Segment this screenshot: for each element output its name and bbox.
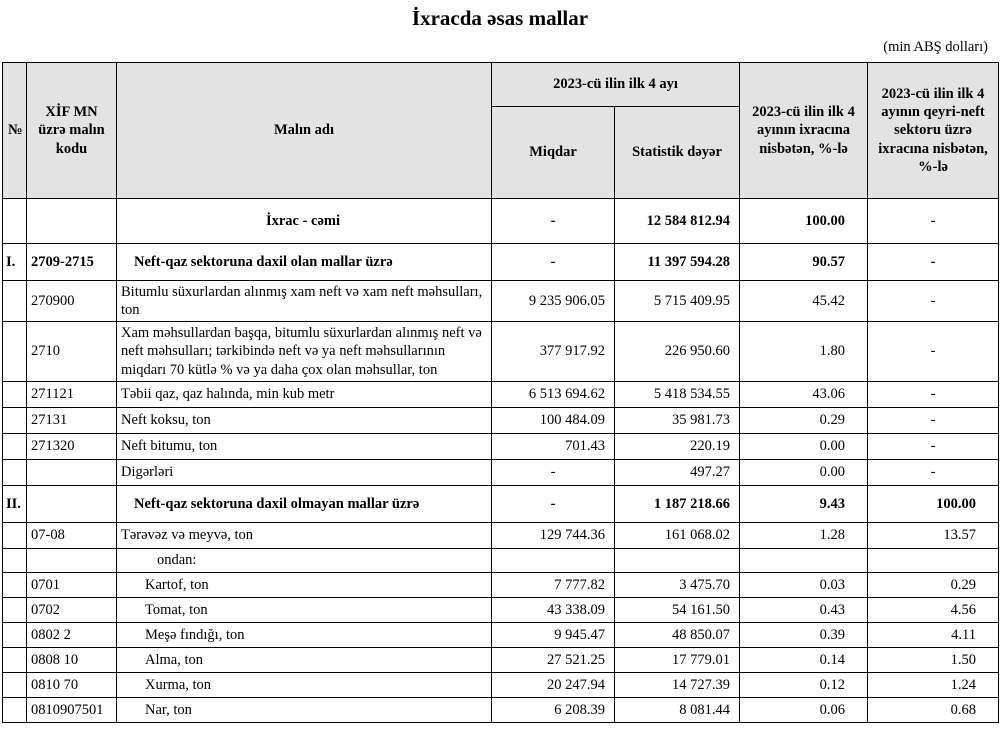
cell-qty: 20 247.94 xyxy=(492,672,615,697)
cell-name: İxrac - cəmi xyxy=(117,199,492,244)
header-no: № xyxy=(3,63,27,199)
exports-table xyxy=(2,62,999,723)
cell-name: Təbii qaz, qaz halında, min kub metr xyxy=(117,381,492,407)
cell-name: Kartof, ton xyxy=(117,572,492,597)
cell-code: 2710 xyxy=(27,322,117,381)
cell-code: 271121 xyxy=(27,381,117,407)
table-row xyxy=(3,281,999,322)
cell-code: 0810 70 xyxy=(27,672,117,697)
page-title: İxracda əsas mallar xyxy=(411,6,589,30)
table-row xyxy=(3,433,999,459)
cell-share: 0.00 xyxy=(740,433,868,459)
table-row xyxy=(3,199,999,244)
cell-code xyxy=(27,548,117,572)
header-period-group: 2023-cü ilin ilk 4 ayı xyxy=(492,63,740,107)
cell-no xyxy=(3,522,27,548)
cell-share-nonoil: - xyxy=(868,433,999,459)
cell-value: 3 475.70 xyxy=(615,572,740,597)
cell-name: Tomat, ton xyxy=(117,597,492,622)
cell-value: 12 584 812.94 xyxy=(615,199,740,244)
table-row xyxy=(3,572,999,597)
table-row xyxy=(3,597,999,622)
cell-share: 1.80 xyxy=(740,322,868,381)
cell-share: 1.28 xyxy=(740,522,868,548)
cell-share: 90.57 xyxy=(740,244,868,281)
cell-share: 0.14 xyxy=(740,647,868,672)
table-row xyxy=(3,485,999,522)
cell-qty xyxy=(492,548,615,572)
cell-code: 0802 2 xyxy=(27,622,117,647)
cell-qty: 701.43 xyxy=(492,433,615,459)
cell-name: Nar, ton xyxy=(117,697,492,722)
cell-name: Xam məhsullardan başqa, bitumlu süxurlardan alınmış neft və neft məhsulları; tərkibində neft və ya neft məhsullarının miqdarı 70 kütlə % və ya daha çox olan məhsullar, ton xyxy=(117,322,492,381)
header-quantity: Miqdar xyxy=(492,107,615,199)
cell-code xyxy=(27,485,117,522)
table-row xyxy=(3,407,999,433)
cell-share: 100.00 xyxy=(740,199,868,244)
cell-share-nonoil: 4.11 xyxy=(868,622,999,647)
unit-note: (min ABŞ dolları) xyxy=(883,39,988,55)
cell-share: 45.42 xyxy=(740,281,868,322)
cell-name: ondan: xyxy=(117,548,492,572)
cell-share: 0.03 xyxy=(740,572,868,597)
table-row xyxy=(3,672,999,697)
cell-share-nonoil: 4.56 xyxy=(868,597,999,622)
table-row xyxy=(3,459,999,485)
cell-code: 27131 xyxy=(27,407,117,433)
cell-code: 2709-2715 xyxy=(27,244,117,281)
cell-value: 220.19 xyxy=(615,433,740,459)
cell-share-nonoil: - xyxy=(868,407,999,433)
cell-no xyxy=(3,548,27,572)
cell-qty: 129 744.36 xyxy=(492,522,615,548)
cell-qty: - xyxy=(492,459,615,485)
table-body xyxy=(3,199,999,723)
cell-share-nonoil: 13.57 xyxy=(868,522,999,548)
cell-code: 0810907501 xyxy=(27,697,117,722)
header-name: Malın adı xyxy=(117,63,492,199)
cell-qty: 7 777.82 xyxy=(492,572,615,597)
cell-name: Neft-qaz sektoruna daxil olan mallar üzrə xyxy=(117,244,492,281)
cell-no: II. xyxy=(3,485,27,522)
cell-name: Xurma, ton xyxy=(117,672,492,697)
cell-value: 35 981.73 xyxy=(615,407,740,433)
table-row xyxy=(3,381,999,407)
cell-share: 0.00 xyxy=(740,459,868,485)
cell-code xyxy=(27,199,117,244)
cell-name: Neft bitumu, ton xyxy=(117,433,492,459)
cell-share-nonoil: - xyxy=(868,322,999,381)
cell-qty: 43 338.09 xyxy=(492,597,615,622)
cell-share: 0.06 xyxy=(740,697,868,722)
cell-value: 161 068.02 xyxy=(615,522,740,548)
header-code: XİF MN üzrə malın kodu xyxy=(27,63,117,199)
table-header xyxy=(3,63,999,199)
cell-no: I. xyxy=(3,244,27,281)
cell-no xyxy=(3,407,27,433)
cell-no xyxy=(3,697,27,722)
cell-value: 8 081.44 xyxy=(615,697,740,722)
cell-qty: - xyxy=(492,485,615,522)
table-row xyxy=(3,622,999,647)
cell-no xyxy=(3,381,27,407)
header-row-1 xyxy=(3,63,999,107)
table-row xyxy=(3,548,999,572)
cell-no xyxy=(3,647,27,672)
cell-value: 497.27 xyxy=(615,459,740,485)
header-share-total: 2023-cü ilin ilk 4 ayının ixracına nisbətən, %-lə xyxy=(740,63,868,199)
cell-no xyxy=(3,622,27,647)
cell-no xyxy=(3,281,27,322)
cell-qty: 100 484.09 xyxy=(492,407,615,433)
cell-code: 270900 xyxy=(27,281,117,322)
cell-no xyxy=(3,322,27,381)
cell-share: 43.06 xyxy=(740,381,868,407)
table-row xyxy=(3,244,999,281)
cell-value: 14 727.39 xyxy=(615,672,740,697)
cell-name: Digərləri xyxy=(117,459,492,485)
cell-name: Neft-qaz sektoruna daxil olmayan mallar üzrə xyxy=(117,485,492,522)
cell-share-nonoil: - xyxy=(868,281,999,322)
cell-share: 0.12 xyxy=(740,672,868,697)
cell-name: Neft koksu, ton xyxy=(117,407,492,433)
cell-qty: 27 521.25 xyxy=(492,647,615,672)
cell-share: 0.39 xyxy=(740,622,868,647)
cell-value: 1 187 218.66 xyxy=(615,485,740,522)
cell-value: 11 397 594.28 xyxy=(615,244,740,281)
cell-value: 5 715 409.95 xyxy=(615,281,740,322)
cell-share-nonoil: 100.00 xyxy=(868,485,999,522)
header-value: Statistik dəyər xyxy=(615,107,740,199)
cell-qty: 6 208.39 xyxy=(492,697,615,722)
cell-code: 271320 xyxy=(27,433,117,459)
table-row xyxy=(3,647,999,672)
cell-value: 54 161.50 xyxy=(615,597,740,622)
cell-share: 0.43 xyxy=(740,597,868,622)
cell-qty: - xyxy=(492,244,615,281)
cell-code xyxy=(27,459,117,485)
table-row xyxy=(3,522,999,548)
cell-share-nonoil: 0.29 xyxy=(868,572,999,597)
header-share-nonoil: 2023-cü ilin ilk 4 ayının qeyri-neft sektoru üzrə ixracına nisbətən, %-lə xyxy=(868,63,999,199)
cell-share-nonoil: - xyxy=(868,381,999,407)
cell-qty: 377 917.92 xyxy=(492,322,615,381)
cell-value xyxy=(615,548,740,572)
cell-name: Alma, ton xyxy=(117,647,492,672)
cell-share-nonoil: - xyxy=(868,199,999,244)
cell-no xyxy=(3,672,27,697)
cell-value: 48 850.07 xyxy=(615,622,740,647)
cell-qty: 9 235 906.05 xyxy=(492,281,615,322)
cell-qty: 6 513 694.62 xyxy=(492,381,615,407)
cell-value: 5 418 534.55 xyxy=(615,381,740,407)
cell-no xyxy=(3,597,27,622)
cell-code: 0702 xyxy=(27,597,117,622)
cell-code: 07-08 xyxy=(27,522,117,548)
cell-share xyxy=(740,548,868,572)
cell-code: 0808 10 xyxy=(27,647,117,672)
cell-share-nonoil: 1.24 xyxy=(868,672,999,697)
table-row xyxy=(3,322,999,381)
cell-value: 226 950.60 xyxy=(615,322,740,381)
cell-name: Meşə fındığı, ton xyxy=(117,622,492,647)
cell-no xyxy=(3,433,27,459)
cell-qty: 9 945.47 xyxy=(492,622,615,647)
cell-share: 0.29 xyxy=(740,407,868,433)
cell-share-nonoil: 1.50 xyxy=(868,647,999,672)
cell-no xyxy=(3,199,27,244)
cell-name: Tərəvəz və meyvə, ton xyxy=(117,522,492,548)
cell-qty: - xyxy=(492,199,615,244)
cell-name: Bitumlu süxurlardan alınmış xam neft və xam neft məhsulları, ton xyxy=(117,281,492,322)
cell-no xyxy=(3,572,27,597)
cell-no xyxy=(3,459,27,485)
cell-share-nonoil: 0.68 xyxy=(868,697,999,722)
table-row xyxy=(3,697,999,722)
cell-share: 9.43 xyxy=(740,485,868,522)
cell-code: 0701 xyxy=(27,572,117,597)
cell-share-nonoil xyxy=(868,548,999,572)
cell-value: 17 779.01 xyxy=(615,647,740,672)
cell-share-nonoil: - xyxy=(868,244,999,281)
cell-share-nonoil: - xyxy=(868,459,999,485)
